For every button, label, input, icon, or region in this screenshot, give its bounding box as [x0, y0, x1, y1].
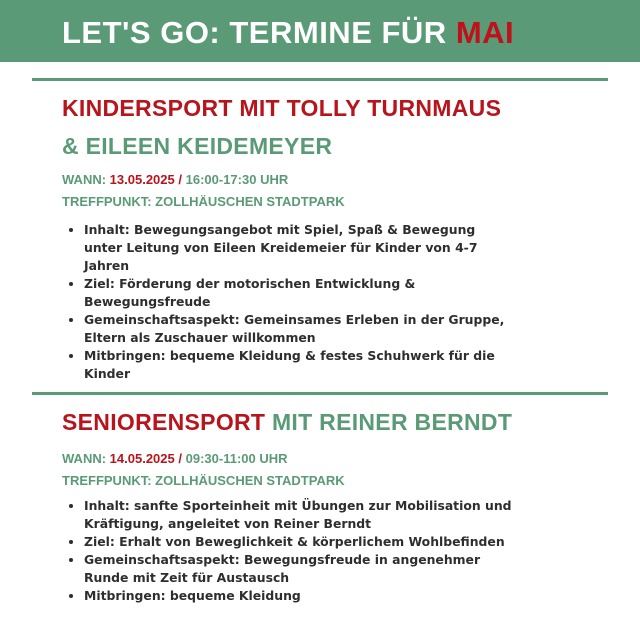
event1-title-line2: & EILEEN KEIDEMEYER — [62, 133, 333, 159]
event2-title-green: MIT REINER BERNDT — [271, 409, 513, 435]
event2-separator: / — [178, 451, 182, 466]
list-item: • Mitbringen: bequeme Kleidung — [84, 587, 514, 605]
event2-details-list — [62, 497, 514, 605]
event1-time: 16:00-17:30 UHR — [185, 172, 289, 187]
divider-top — [32, 78, 608, 81]
event2-time: 09:30-11:00 UHR — [185, 451, 288, 466]
list-item: • Gemeinschaftsaspekt: Gemeinsames Erleben in der Gruppe, Eltern als Zuschauer willkommen — [84, 311, 514, 347]
event2-when — [62, 451, 288, 467]
event2-title-red: SENIORENSPORT — [62, 409, 266, 435]
page-title — [62, 16, 514, 50]
list-item: • Inhalt: sanfte Sporteinheit mit Übungen zur Mobilisation und Kräftigung, angeleitet von Reiner Berndt — [84, 497, 514, 533]
event1-title-line1: KINDERSPORT MIT TOLLY TURNMAUS — [62, 95, 502, 121]
event1-details-list — [62, 221, 514, 383]
event1-when — [62, 172, 288, 188]
title-accent-month: MAI — [455, 15, 515, 50]
event2-date: 14.05.2025 — [109, 451, 175, 466]
list-item: • Mitbringen: bequeme Kleidung & festes Schuhwerk für die Kinder — [84, 347, 514, 383]
list-item: • Ziel: Erhalt von Beweglichkeit & körperlichem Wohlbefinden — [84, 533, 514, 551]
event1-when-label: WANN: — [62, 172, 107, 187]
title-main: LET'S GO: TERMINE FÜR — [62, 15, 447, 50]
event2-meeting-point: TREFFPUNKT: ZOLLHÄUSCHEN STADTPARK — [62, 473, 345, 488]
header-banner — [0, 0, 640, 62]
event2-title — [62, 408, 512, 436]
event1-date: 13.05.2025 — [109, 172, 175, 187]
event2-when-label: WANN: — [62, 451, 107, 466]
event1-meeting-point: TREFFPUNKT: ZOLLHÄUSCHEN STADTPARK — [62, 194, 345, 209]
event1-separator: / — [178, 172, 182, 187]
divider-middle — [32, 392, 608, 395]
list-item: • Gemeinschaftsaspekt: Bewegungsfreude in angenehmer Runde mit Zeit für Austausch — [84, 551, 514, 587]
list-item: • Inhalt: Bewegungsangebot mit Spiel, Spaß & Bewegung unter Leitung von Eileen Kreidemeier für Kinder von 4-7 Jahren — [84, 221, 514, 275]
list-item: • Ziel: Förderung der motorischen Entwicklung & Bewegungsfreude — [84, 275, 514, 311]
